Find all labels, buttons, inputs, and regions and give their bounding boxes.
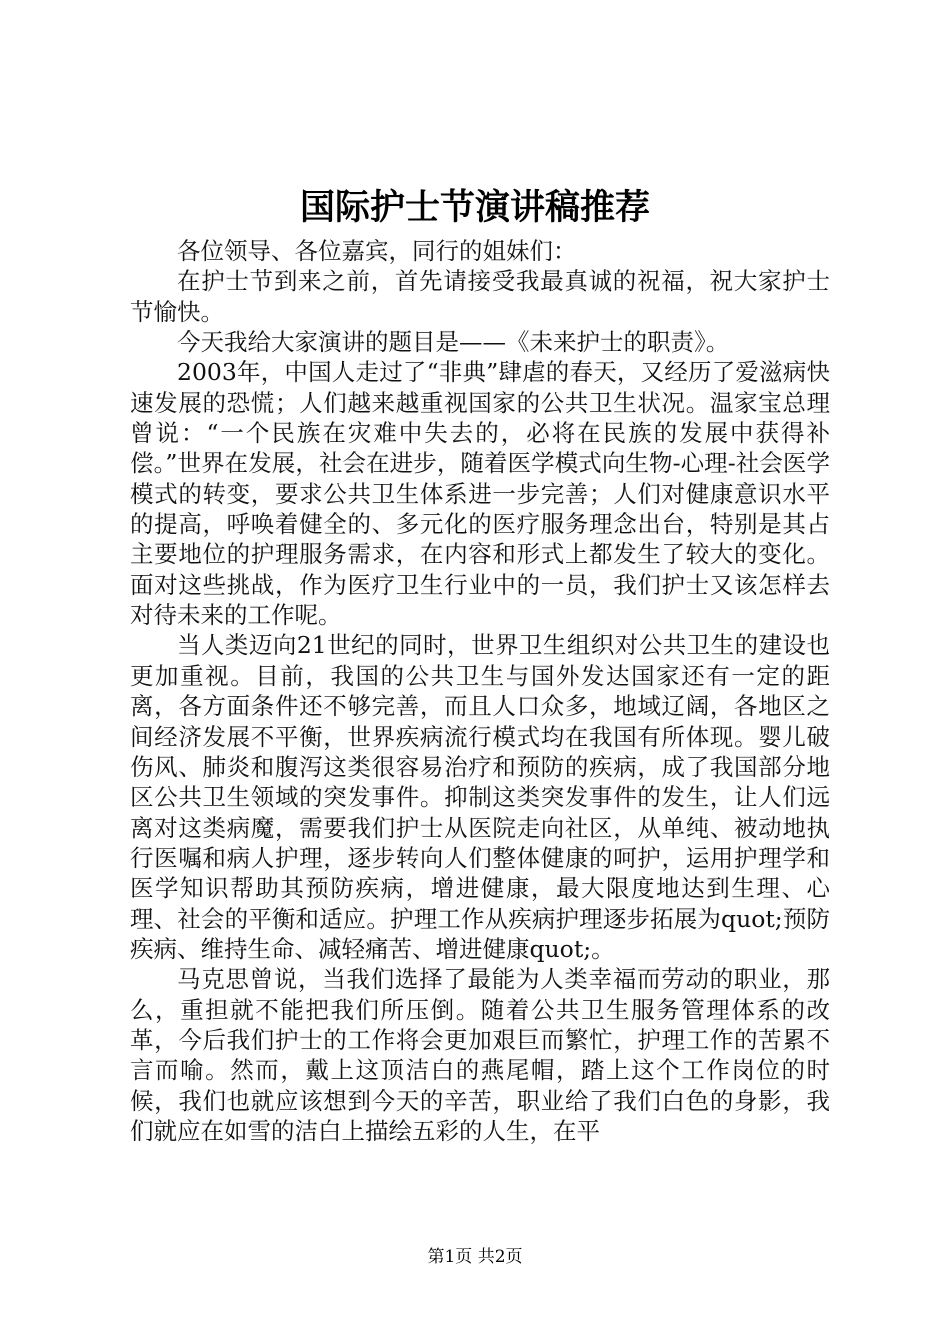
page-number-footer: 第1页 共2页 [427, 1247, 523, 1267]
paragraph-greeting: 各位领导、各位嘉宾，同行的姐妹们： [177, 237, 577, 265]
paragraph-topic: 今天我给大家演讲的题目是——《未来护士的职责》。 [177, 328, 730, 357]
paragraph-blessing: 在护士节到来之前，首先请接受我最真诚的祝福，祝大家护士节愉快。 [130, 267, 830, 326]
document-body [130, 236, 830, 1146]
paragraph-21st-century: 当人类迈向21世纪的同时，世界卫生组织对公共卫生的建设也更加重视。目前，我国的公共卫生与国外发达国家还有一定的距离，各方面条件还不够完善，而且人口众多，地域辽阔，各地区之间经济发展不平衡，世界疾病流行模式均在我国有所体现。婴儿破伤风、肺炎和腹泻这类很容易治疗和预防的疾病，成了我国部分地区公共卫生领域的突发事件。抑制这类突发事件的发生，让人们远离对这类病魔，需要我们护士从医院走向社区，从单纯、被动地执行医嘱和病人护理，逐步转向人们整体健康的呵护，运用护理学和医学知识帮助其预防疾病，增进健康，最大限度地达到生理、心理、社会的平衡和适应。护理工作从疾病护理逐步拓展为quot;预防疾病、维持生命、减轻痛苦、增进健康quot;。 [130, 631, 830, 963]
paragraph-2003: 2003年，中国人走过了“非典”肆虐的春天，又经历了爱滋病快速发展的恐慌；人们越来越重视国家的公共卫生状况。温家宝总理曾说：“一个民族在灾难中失去的，必将在民族的发展中获得补偿。”世界在发展，社会在进步，随着医学模式向生物-心理-社会医学模式的转变，要求公共卫生体系进一步完善；人们对健康意识水平的提高，呼唤着健全的、多元化的医疗服务理念出台，特别是其占主要地位的护理服务需求，在内容和形式上都发生了较大的变化。面对这些挑战，作为医疗卫生行业中的一员，我们护士又该怎样去对待未来的工作呢。 [130, 358, 830, 630]
document-title: 国际护士节演讲稿推荐 [299, 187, 650, 228]
paragraph-marx: 马克思曾说，当我们选择了最能为人类幸福而劳动的职业，那么，重担就不能把我们所压倒。随着公共卫生服务管理体系的改革，今后我们护士的工作将会更加艰巨而繁忙，护理工作的苦累不言而喻。然而，戴上这顶洁白的燕尾帽，踏上这个工作岗位的时候，我们也就应该想到今天的辛苦，职业给了我们白色的身影，我们就应在如雪的洁白上描绘五彩的人生，在平 [130, 965, 830, 1145]
